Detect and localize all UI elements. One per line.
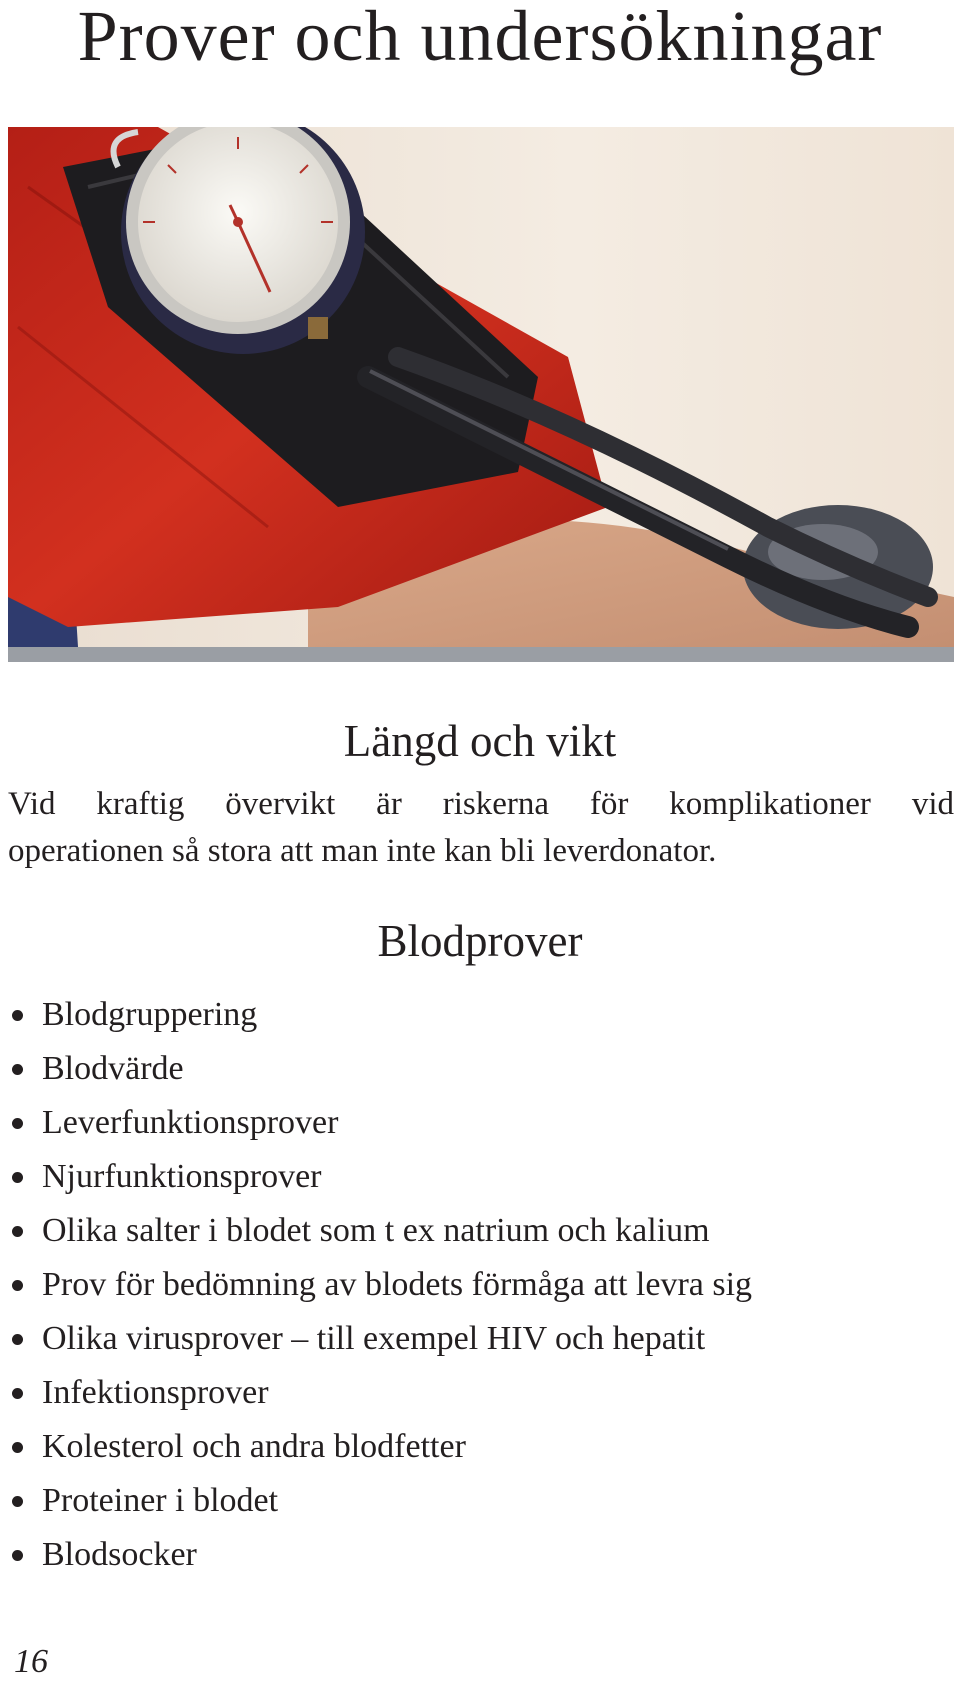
- list-item: [8, 988, 752, 1042]
- bullet-icon: [12, 1442, 23, 1453]
- list-item-text: Blodsocker: [42, 1536, 197, 1573]
- bullet-icon: [12, 1388, 23, 1399]
- list-item-text: Infektionsprover: [42, 1374, 269, 1411]
- section-heading-blood-tests: Blodprover: [377, 916, 583, 966]
- list-item: [8, 1258, 752, 1312]
- bullet-icon: [12, 1172, 23, 1183]
- list-item-text: Njurfunktionsprover: [42, 1158, 322, 1195]
- length-weight-paragraph: [8, 781, 954, 875]
- list-item-text: Blodgruppering: [42, 996, 258, 1033]
- list-item: [8, 1420, 752, 1474]
- bullet-icon: [12, 1496, 23, 1507]
- list-item: [8, 1096, 752, 1150]
- list-item-text: Leverfunktionsprover: [42, 1104, 339, 1141]
- list-item-text: Olika salter i blodet som t ex natrium och kalium: [42, 1212, 710, 1249]
- blood-tests-list: [8, 988, 752, 1582]
- bullet-icon: [12, 1064, 23, 1075]
- list-item: [8, 1366, 752, 1420]
- bullet-icon: [12, 1280, 23, 1291]
- list-item: [8, 1312, 752, 1366]
- list-item: [8, 1150, 752, 1204]
- bullet-icon: [12, 1550, 23, 1561]
- list-item-text: Kolesterol och andra blodfetter: [42, 1428, 466, 1465]
- bullet-icon: [12, 1226, 23, 1237]
- list-item: [8, 1042, 752, 1096]
- bullet-icon: [12, 1010, 23, 1021]
- section-heading-length-weight: Längd och vikt: [343, 716, 617, 766]
- list-item-text: Prov för bedömning av blodets förmåga att levra sig: [42, 1266, 753, 1303]
- list-item: [8, 1474, 752, 1528]
- list-item-text: Blodvärde: [42, 1050, 184, 1087]
- bullet-icon: [12, 1118, 23, 1129]
- list-item-text: Olika virusprover – till exempel HIV och hepatit: [42, 1320, 706, 1357]
- paragraph-line: Vid kraftig övervikt är riskerna för komplikationer vid: [8, 786, 954, 822]
- page-title: Prover och undersökningar: [77, 0, 883, 76]
- list-item-text: Proteiner i blodet: [42, 1482, 279, 1519]
- list-item: [8, 1528, 752, 1582]
- list-item: [8, 1204, 752, 1258]
- page-number: 16: [14, 1643, 48, 1680]
- paragraph-line: operationen så stora att man inte kan bli leverdonator.: [8, 833, 717, 869]
- bullet-icon: [12, 1334, 23, 1345]
- blood-pressure-photo: [8, 127, 954, 662]
